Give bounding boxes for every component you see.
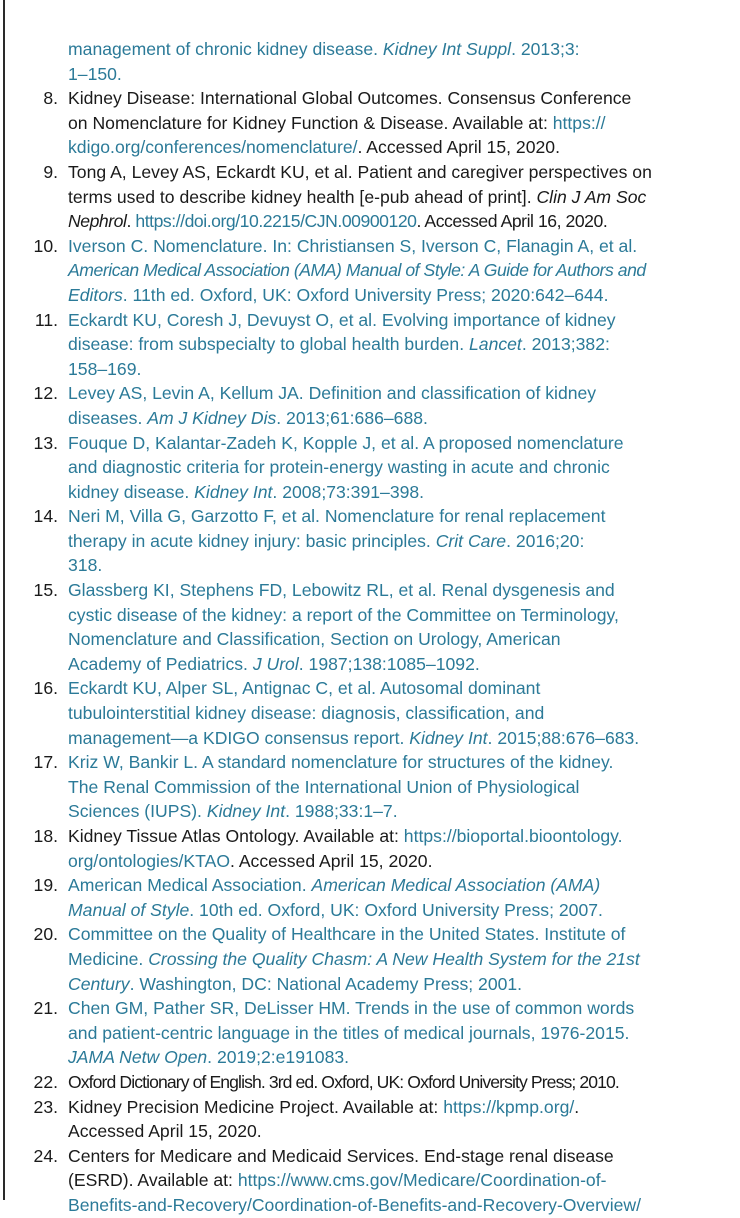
reference-item-13: 13. Fouque D, Kalantar-Zadeh K, Kopple J, et al. A proposed nomenclature and diagnostic criteria for protein-energy wasting in acute and chronic kidney disease. Kidney Int. 2008;73:391–398. <box>10 431 692 505</box>
reference-number: 10. <box>33 235 58 256</box>
reference-number: 13. <box>33 432 58 453</box>
reference-number: 8. <box>43 88 58 109</box>
reference-item-21: 21. Chen GM, Pather SR, DeLisser HM. Trends in the use of common words and patient-centric language in the titles of medical journals, 1976-2015. JAMA Netw Open. 2019;2:e191083. <box>10 996 692 1070</box>
page-left-border <box>3 0 5 1200</box>
reference-link[interactable]: https://bioportal.bioontology. <box>403 826 623 846</box>
reference-item-12: 12. Levey AS, Levin A, Kellum JA. Definition and classification of kidney diseases. Am J Kidney Dis. 2013;61:686–688. <box>10 381 692 430</box>
reference-item-18: 18. Kidney Tissue Atlas Ontology. Available at: https://bioportal.bioontology. org/ontologies/KTAO. Accessed April 15, 2020. <box>10 824 692 873</box>
reference-item-11: 11. Eckardt KU, Coresh J, Devuyst O, et al. Evolving importance of kidney disease: from subspecialty to global health burden. Lancet. 2013;382: 158–169. <box>10 308 692 382</box>
reference-link[interactable]: https://kpmp.org/ <box>443 1096 575 1117</box>
reference-link[interactable]: https:// <box>552 112 606 133</box>
reference-item-15: 15. Glassberg KI, Stephens FD, Lebowitz RL, et al. Renal dysgenesis and cystic disease of the kidney: a report of the Committee on Terminology, Nomenclature and Classification, Section on Urology, American Academy of Pediatrics. J Urol. 1987;138:1085–1092. <box>10 578 692 676</box>
reference-number: 24. <box>33 1145 58 1166</box>
reference-item-14: 14. Neri M, Villa G, Garzotto F, et al. Nomenclature for renal replacement therapy in acute kidney injury: basic principles. Crit Care. 2016;20: 318. <box>10 504 692 578</box>
reference-link[interactable]: https://doi.org/10.2215/CJN.00900120 <box>135 211 417 232</box>
reference-link[interactable]: kdigo.org/conferences/nomenclature/ <box>68 137 358 158</box>
reference-item-16: 16. Eckardt KU, Alper SL, Antignac C, et al. Autosomal dominant tubulointerstitial kidney disease: diagnosis, classification, and management—a KDIGO consensus report. Kidney Int. 2015;88:676–683. <box>10 676 692 750</box>
reference-link[interactable]: https://www.cms.gov/Medicare/Coordination-of- <box>237 1170 607 1191</box>
reference-item-17: 17. Kriz W, Bankir L. A standard nomenclature for structures of the kidney. The Renal Commission of the International Union of Physiological Sciences (IUPS). Kidney Int. 1988;33:1–7. <box>10 750 692 824</box>
reference-item-7-continued: management of chronic kidney disease. Kidney Int Suppl. 2013;3: 1–150. <box>68 39 580 84</box>
reference-number: 23. <box>33 1096 58 1117</box>
reference-item-19: 19. American Medical Association. American Medical Association (AMA) Manual of Style. 10th ed. Oxford, UK: Oxford University Press; 2007. <box>10 873 692 922</box>
reference-item-10: 10. Iverson C. Nomenclature. In: Christiansen S, Iverson C, Flanagin A, et al. American Medical Association (AMA) Manual of Style: A Guide for Authors and Editors. 11th ed. Oxford, UK: Oxford University Press; 2020:642–644. <box>10 234 692 308</box>
reference-number: 18. <box>33 826 58 846</box>
reference-number: 15. <box>33 580 58 601</box>
reference-link[interactable]: Benefits-and-Recovery/Coordination-of-Benefits-and-Recovery-Overview/ <box>68 1194 642 1215</box>
reference-number: 12. <box>33 383 58 404</box>
reference-number: 19. <box>33 875 58 896</box>
reference-number: 21. <box>33 998 58 1019</box>
reference-item-9: 9. Tong A, Levey AS, Eckardt KU, et al. Patient and caregiver perspectives on terms used to describe kidney health [e-pub ahead of print]. Clin J Am Soc Nephrol. https://doi.org/10.2215/CJN.00900120. Accessed April 16, 2020. <box>10 160 692 234</box>
reference-number: 20. <box>33 924 58 945</box>
reference-link[interactable]: org/ontologies/KTAO <box>68 850 231 871</box>
reference-item-22: 22. Oxford Dictionary of English. 3rd ed. Oxford, UK: Oxford University Press; 2010. <box>10 1070 692 1095</box>
reference-number: 22. <box>33 1071 58 1092</box>
reference-item-24: 24. Centers for Medicare and Medicaid Services. End-stage renal disease (ESRD). Available at: https://www.cms.gov/Medicare/Coordination-of- Benefits-and-Recovery/Coordination-of-Benefits-and-Recovery-Overview/ <box>10 1144 692 1204</box>
reference-item-20: 20. Committee on the Quality of Healthcare in the United States. Institute of Medicine. Crossing the Quality Chasm: A New Health System for the 21st Century. Washington, DC: National Academy Press; 2001. <box>10 922 692 996</box>
reference-item-8: 8. Kidney Disease: International Global Outcomes. Consensus Conference on Nomenclature for Kidney Function & Disease. Available at: https:// kdigo.org/conferences/nomenclature/. Accessed April 15, 2020. <box>10 86 692 160</box>
reference-number: 16. <box>33 678 58 699</box>
reference-number: 11. <box>34 309 58 330</box>
reference-item-23: 23. Kidney Precision Medicine Project. Available at: https://kpmp.org/. Accessed April 15, 2020. <box>10 1095 692 1144</box>
reference-number: 9. <box>43 161 58 182</box>
reference-number: 17. <box>33 752 58 773</box>
reference-number: 14. <box>33 506 58 527</box>
reference-list <box>10 37 692 1215</box>
